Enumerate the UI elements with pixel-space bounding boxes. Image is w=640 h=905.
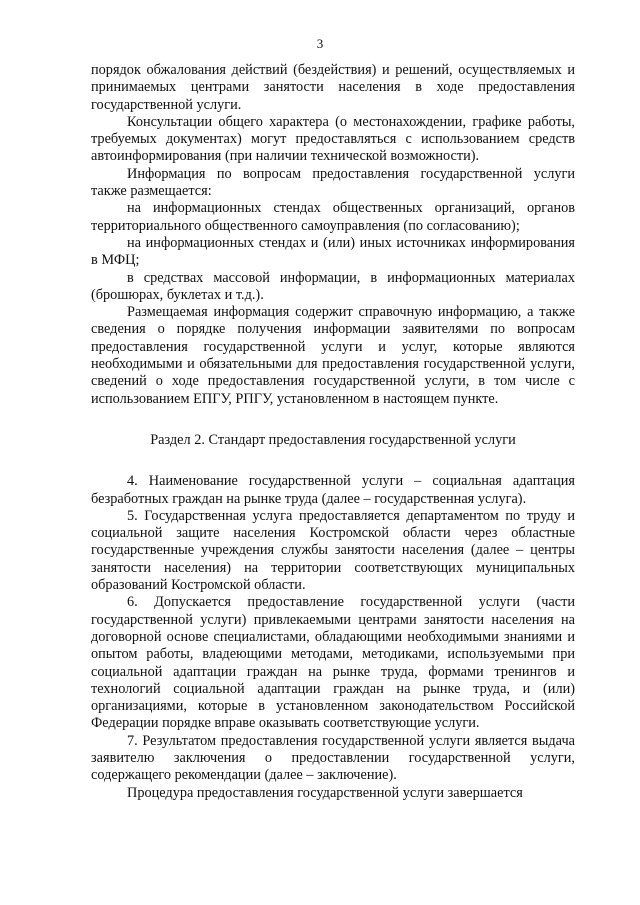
- paragraph-mfc-stands: на информационных стендах и (или) иных источниках информирования в МФЦ;: [91, 234, 575, 269]
- section-heading: Раздел 2. Стандарт предоставления государственной услуги: [150, 431, 516, 448]
- paragraph-item-5: 5. Государственная услуга предоставляется департаментом по труду и социальной защите населения Костромской области через областные государственные учреждения службы занятости населения (далее – центры занятости населения) на территории соответствующих муниципальных образований Костромской области.: [91, 507, 575, 594]
- paragraph-item-6: 6. Допускается предоставление государственной услуги (части государственной услуги) привлекаемыми центрами занятости населения на договорной основе специалистами, обладающими необходимыми знаниями и опытом работы, владеющими методами, методиками, используемыми при социальной адаптации граждан на рынке труда, формами тренингов и технологий социальной адаптации граждан на рынке труда, и (или) организациями, которые в установленном законодательством Российской Федерации порядке вправе оказывать соответствующие услуги.: [91, 594, 575, 732]
- page-number: 3: [316, 36, 324, 51]
- paragraph-procedure-completion: Процедура предоставления государственной услуги завершается: [127, 784, 523, 801]
- paragraph-item-4: 4. Наименование государственной услуги – социальная адаптация безработных граждан на рынке труда (далее – государственная услуга).: [91, 473, 575, 507]
- paragraph-reference-information: Размещаемая информация содержит справочную информацию, а также сведения о порядке получения информации заявителями по вопросам предоставления государственной услуги и услуг, которые являются необходимыми и обязательными для предоставления государственной услуги, сведений о ходе предоставления государственной услуги, в том числе с использованием ЕПГУ, РПГУ, установленном в настоящем пункте.: [91, 304, 575, 407]
- document-body: [91, 62, 575, 802]
- paragraph-appeal-procedure: порядок обжалования действий (бездействия) и решений, осуществляемых и принимаемых центрами занятости населения в ходе предоставления государственной услуги.: [91, 62, 575, 113]
- paragraph-information-placement: Информация по вопросам предоставления государственной услуги также размещается:: [91, 165, 575, 200]
- paragraph-public-organizations: на информационных стендах общественных организаций, органов территориального общественного самоуправления (по согласованию);: [91, 200, 575, 234]
- paragraph-item-7: 7. Результатом предоставления государственной услуги является выдача заявителю заключения о предоставлении государственной услуги, содержащего рекомендации (далее – заключение).: [91, 732, 575, 784]
- paragraph-general-consultations: Консультации общего характера (о местонахождении, графике работы, требуемых документах) могут предоставляться с использованием средств автоинформирования (при наличии технической возможности).: [91, 113, 575, 165]
- paragraph-mass-media: в средствах массовой информации, в информационных материалах (брошюрах, буклетах и т.д.).: [91, 269, 575, 303]
